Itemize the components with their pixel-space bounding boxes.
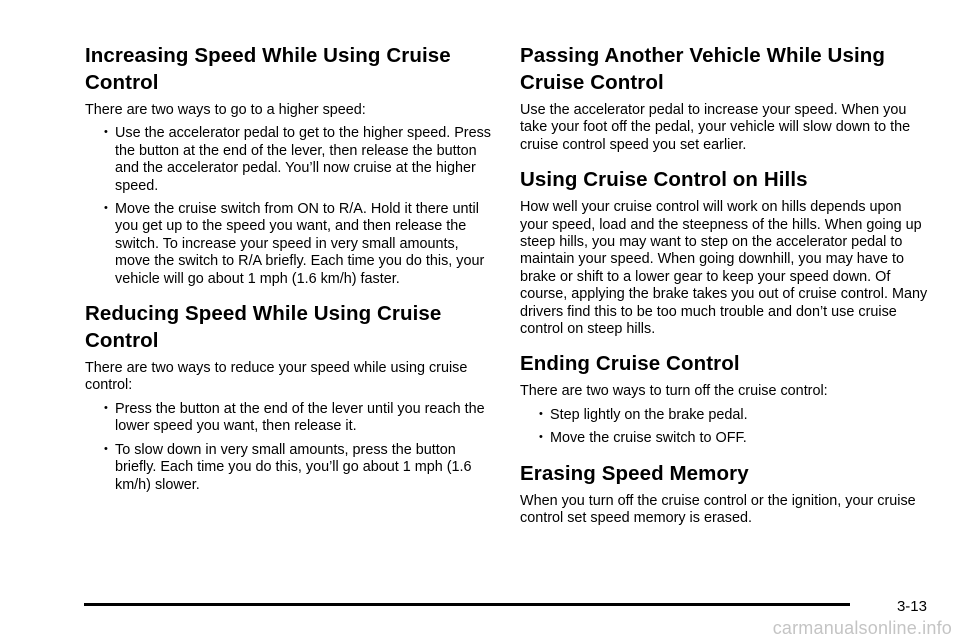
list-item [85,201,493,288]
list-item [85,401,493,436]
section-cruise-on-hills [520,166,930,338]
bullet-list [520,407,930,448]
list-item-text: Step lightly on the brake pedal. [550,406,748,423]
section-heading: Passing Another Vehicle While Using Cruise Control [520,44,885,94]
bullet-list [85,401,493,494]
left-column [85,42,493,506]
bullet-icon: • [104,202,108,215]
list-item-text: Move the cruise switch to OFF. [550,430,747,447]
section-heading: Reducing Speed While Using Cruise Control [85,302,442,353]
section-reducing-speed [85,300,493,494]
list-item-text: To slow down in very small amounts, press the button briefly. Each time you do this, you’ll go about 1 mph (1.6 km/h) slower. [115,441,472,493]
list-item-text: Use the accelerator pedal to get to the higher speed. Press the button at the end of the lever, then release the button and the accelerator pedal. You’ll now cruise at the higher speed. [115,125,491,194]
bullet-icon: • [539,407,543,420]
list-item [520,430,930,447]
watermark: carmanualsonline.info [772,618,952,638]
right-column [520,42,930,540]
section-body: When you turn off the cruise control or the ignition, your cruise control set speed memory is erased. [520,492,916,527]
list-item-text: Move the cruise switch from ON to R/A. Hold it there until you get up to the speed you want, and then release the switch. To increase your speed in very small amounts, move the switch to R/A briefly. Each time you do this, your vehicle will go about 1 mph (1.6 km/h) faster. [115,201,485,287]
bullet-icon: • [104,401,108,414]
list-item-text: Press the button at the end of the lever until you reach the lower speed you want, then release it. [115,400,485,435]
bullet-icon: • [104,126,108,139]
section-increasing-speed [85,42,493,288]
list-item [85,442,493,494]
bullet-icon: • [104,442,108,455]
section-heading: Erasing Speed Memory [520,461,749,485]
section-heading: Using Cruise Control on Hills [520,168,808,192]
section-body: How well your cruise control will work on hills depends upon your speed, load and the steepness of the hills. When going up steep hills, you may want to step on the accelerator pedal to maintain your speed. When going downhill, you may have to brake or shift to a lower gear to keep your speed down. Of course, applying the brake takes you out of cruise control. Many drivers find this to be too much trouble and don’t use cruise control on steep hills. [520,199,928,338]
bullet-icon: • [539,431,543,444]
section-heading: Increasing Speed While Using Cruise Control [85,44,451,94]
section-intro: There are two ways to reduce your speed while using cruise control: [85,360,468,394]
section-erasing-memory [520,460,930,528]
bullet-list [85,125,493,288]
section-passing-vehicle [520,42,930,154]
list-item [85,125,493,195]
section-intro: There are two ways to turn off the cruise control: [520,383,828,400]
section-intro: There are two ways to go to a higher speed: [85,102,366,118]
page-number: 3-13 [896,598,927,615]
footer-divider [84,603,850,606]
section-heading: Ending Cruise Control [520,352,740,376]
section-body: Use the accelerator pedal to increase your speed. When you take your foot off the pedal, your vehicle will slow down to the cruise control speed you set earlier. [520,102,911,153]
list-item [520,407,930,424]
section-ending-cruise [520,350,930,447]
